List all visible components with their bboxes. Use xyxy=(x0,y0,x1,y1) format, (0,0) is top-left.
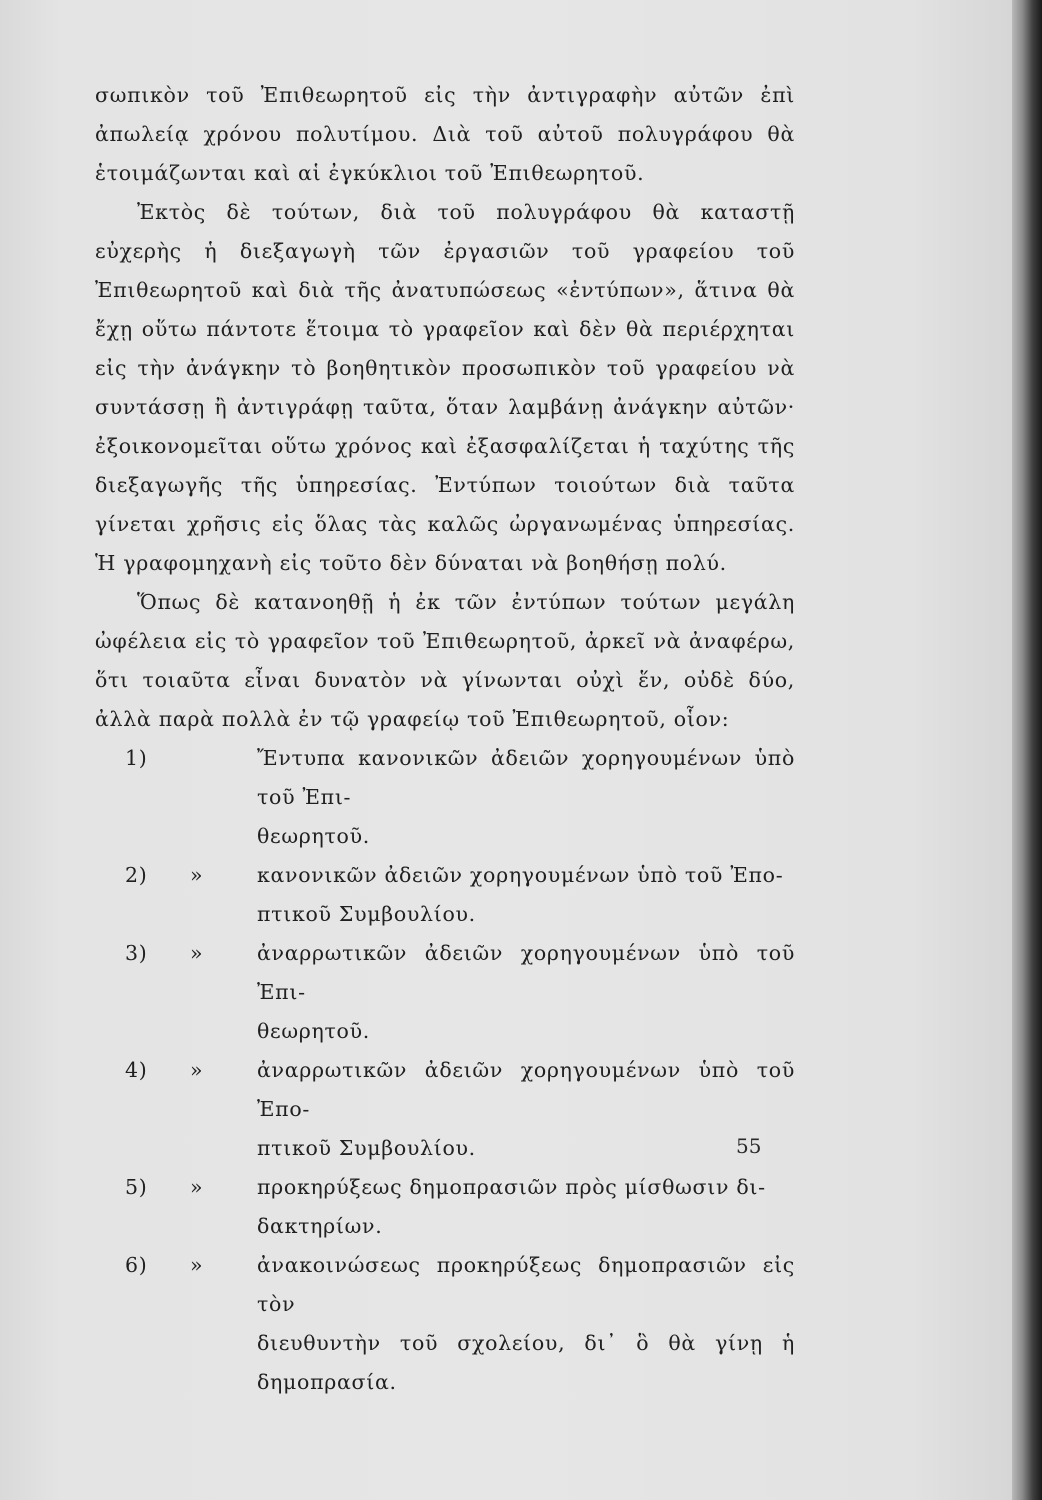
list-item-line-continued: πτικοῦ Συμβουλίου. xyxy=(257,1136,476,1160)
list-item-line-continued: θεωρητοῦ. xyxy=(257,1019,370,1043)
list-item-line: ἀνακοινώσεως προκηρύξεως δημοπρασιῶν εἰς τὸν xyxy=(257,1253,795,1316)
list-item-line: Ἔντυπα κανονικῶν ἀδειῶν χορηγουμένων ὑπὸ τοῦ Ἐπι- xyxy=(257,746,795,809)
paragraph-printing: Ἐκτὸς δὲ τούτων, διὰ τοῦ πολυγράφου θὰ καταστῇ εὐχερὴς ἡ διεξαγωγὴ τῶν ἐργασιῶν τοῦ γραφείου τοῦ Ἐπιθεωρητοῦ καὶ διὰ τῆς ἀνατυπώσεως «ἐντύπων», ἅτινα θὰ ἔχῃ οὕτω πάντοτε ἕτοιμα τὸ γραφεῖον καὶ δὲν θὰ περιέρχηται εἰς τὴν ἀνάγκην τὸ βοηθητικὸν προσωπικὸν τοῦ γραφείου νὰ συντάσσῃ ἢ ἀντιγράφῃ ταῦτα, ὅταν λαμβάνῃ ἀνάγκην αὐτῶν· ἐξοικονομεῖται οὕτω χρόνος καὶ ἐξασφαλίζεται ἡ ταχύτης τῆς διεξαγωγῆς τῆς ὑπηρεσίας. Ἐντύπων τοιούτων διὰ ταῦτα γίνεται χρῆσις εἰς ὅλας τὰς καλῶς ὠργανωμένας ὑπηρεσίας. Ἡ γραφομηχανὴ εἰς τοῦτο δὲν δύναται νὰ βοηθήσῃ πολύ. xyxy=(95,200,795,575)
list-item-number: 6) xyxy=(125,1253,148,1277)
list-item-line-continued: διευθυντὴν τοῦ σχολείου, δι᾽ ὃ θὰ γίνῃ ἡ δημοπρασία. xyxy=(257,1331,795,1394)
ditto-mark: » xyxy=(190,941,204,965)
list-item xyxy=(95,934,795,1051)
paragraph-examples-intro: Ὅπως δὲ κατανοηθῇ ἡ ἐκ τῶν ἐντύπων τούτων μεγάλη ὠφέλεια εἰς τὸ γραφεῖον τοῦ Ἐπιθεωρητοῦ, ἀρκεῖ νὰ ἀναφέρω, ὅτι τοιαῦτα εἶναι δυνατὸν νὰ γίνωνται οὐχὶ ἕν, οὐδὲ δύο, ἀλλὰ παρὰ πολλὰ ἐν τῷ γραφείῳ τοῦ Ἐπιθεωρητοῦ, οἷον: xyxy=(95,590,795,731)
list-item-line-continued: δακτηρίων. xyxy=(257,1214,383,1238)
list-item-line: ἀναρρωτικῶν ἀδειῶν χορηγουμένων ὑπὸ τοῦ Ἐπο- xyxy=(257,1058,795,1121)
ditto-mark: » xyxy=(190,1253,204,1277)
list-item-number: 1) xyxy=(125,746,148,770)
list-item-number: 4) xyxy=(125,1058,148,1082)
ditto-mark: » xyxy=(190,1058,204,1082)
forms-list xyxy=(95,739,795,1402)
body-text xyxy=(95,76,795,1402)
book-spine-edge xyxy=(1012,0,1042,1500)
list-item-line: ἀναρρωτικῶν ἀδειῶν χορηγουμένων ὑπὸ τοῦ Ἐπι- xyxy=(257,941,795,1004)
list-item-line-continued: θεωρητοῦ. xyxy=(257,824,370,848)
ditto-mark: » xyxy=(190,863,204,887)
paragraph-continuation: σωπικὸν τοῦ Ἐπιθεωρητοῦ εἰς τὴν ἀντιγραφὴν αὐτῶν ἐπὶ ἀπωλείᾳ χρόνου πολυτίμου. Διὰ τοῦ αὐτοῦ πολυγράφου θὰ ἑτοιμάζωνται καὶ αἱ ἐγκύκλιοι τοῦ Ἐπιθεωρητοῦ. xyxy=(95,83,795,185)
list-item-line-continued: πτικοῦ Συμβουλίου. xyxy=(257,902,476,926)
list-item xyxy=(95,1246,795,1402)
list-item xyxy=(95,1168,795,1246)
list-item xyxy=(95,856,795,934)
list-item xyxy=(95,1051,795,1168)
list-item-number: 5) xyxy=(125,1175,148,1199)
ditto-mark: » xyxy=(190,1175,204,1199)
list-item-number: 2) xyxy=(125,863,148,887)
list-item xyxy=(95,739,795,856)
page-number: 55 xyxy=(736,1134,762,1158)
list-item-number: 3) xyxy=(125,941,148,965)
list-item-line: κανονικῶν ἀδειῶν χορηγουμένων ὑπὸ τοῦ Ἐπο- xyxy=(257,863,784,887)
list-item-line: προκηρύξεως δημοπρασιῶν πρὸς μίσθωσιν δι- xyxy=(257,1175,766,1199)
